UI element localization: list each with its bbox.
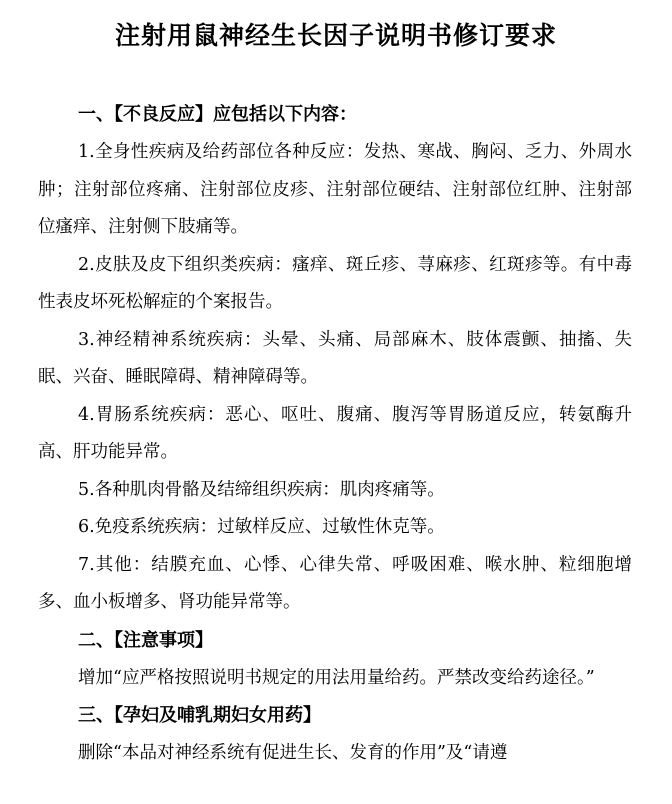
paragraph-immune-disorders: 6.免疫系统疾病：过敏样反应、过敏性休克等。 (78, 517, 445, 537)
paragraph-gi-disorders: 4.胃肠系统疾病：恶心、呕吐、腹痛、腹泻等胃肠道反应，转氨酶升高、肝功能异常。 (38, 404, 632, 462)
section-heading-precautions: 二、【注意事项】 (78, 629, 213, 651)
document-title: 注射用鼠神经生长因子说明书修订要求 (114, 21, 557, 50)
paragraph-precautions-addition: 增加“应严格按照说明书规定的用法用量给药。严禁改变给药途径。” (78, 667, 595, 688)
paragraph-musculoskeletal-disorders: 5.各种肌肉骨骼及结缔组织疾病：肌肉疼痛等。 (78, 479, 445, 500)
paragraph-skin-disorders: 2.皮肤及皮下组织类疾病：瘙痒、斑丘疹、荨麻疹、红斑疹等。有中毒性表皮坏死松解症的个案报告。 (38, 254, 632, 312)
document-body (38, 96, 632, 773)
section-heading-adverse-reactions: 一、【不良反应】应包括以下内容： (78, 104, 357, 125)
paragraph-other-reactions: 7.其他：结膜充血、心悸、心律失常、呼吸困难、喉水肿、粒细胞增多、血小板增多、肾功能异常等。 (38, 554, 632, 612)
section-heading-pregnancy-lactation: 三、【孕妇及哺乳期妇女用药】 (78, 705, 321, 726)
paragraph-pregnancy-deletion: 删除“本品对神经系统有促进生长、发育的作用”及“请遵 (78, 743, 508, 763)
paragraph-neuro-disorders: 3.神经精神系统疾病：头晕、头痛、局部麻木、肢体震颤、抽搐、失眠、兴奋、睡眠障碍、精神障碍等。 (38, 329, 632, 387)
paragraph-systemic-reactions: 1.全身性疾病及给药部位各种反应：发热、寒战、胸闷、乏力、外周水肿；注射部位疼痛、注射部位皮疹、注射部位硬结、注射部位红肿、注射部位瘙痒、注射侧下肢痛等。 (38, 142, 632, 237)
